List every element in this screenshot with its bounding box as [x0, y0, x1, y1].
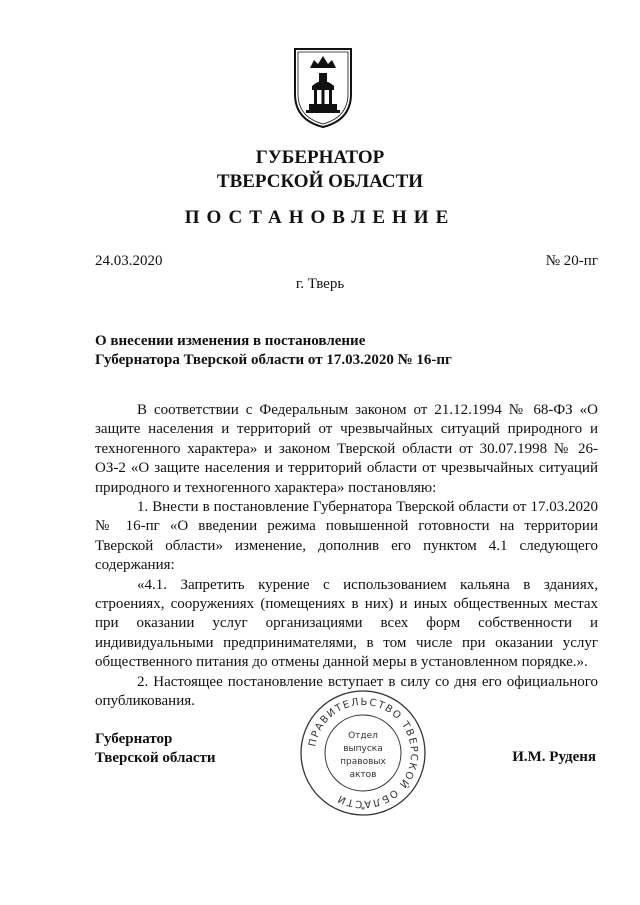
- stamp-center-line3: правовых: [340, 757, 386, 767]
- document-subject: [95, 332, 555, 370]
- stamp-center-line4: актов: [349, 770, 377, 780]
- signature-position-line2: Тверской области: [95, 750, 216, 766]
- stamp-star-icon: *: [360, 805, 366, 815]
- stamp-ring-text: ПРАВИТЕЛЬСТВО ТВЕРСКОЙ ОБЛАСТИ: [307, 696, 420, 810]
- document-type-heading: ПОСТАНОВЛЕНИЕ: [184, 207, 456, 228]
- body-paragraph-item2: 2. Настоящее постановление вступает в силу со дня его официального опубликования.: [95, 673, 598, 710]
- body-paragraph-preamble: В соответствии с Федеральным законом от 21.12.1994 № 68-ФЗ «О защите населения и территорий от чрезвычайных ситуаций природного и техногенного характера» и законом Тверской области от 30.07.1998 № 26-ОЗ-2 «О защите населения и территорий области от чрезвычайных ситуаций природного и техногенного характера» постановляю:: [95, 402, 598, 496]
- body-paragraph-item4-1: «4.1. Запретить курение с использованием кальяна в зданиях, строениях, сооружениях (помещениях в них) и иных общественных местах при оказании услуг организациями всех форм собственности и индивидуальными предпринимателями, в том числе при оказании услуг общественного питания до отмены данной меры в установленном порядке.».: [95, 576, 598, 671]
- body-paragraph-item1: 1. Внести в постановление Губернатора Тверской области от 17.03.2020 № 16-пг «О введении режима повышенной готовности на территории Тверской области» изменение, дополнив его пунктом 4.1 следующего содержания:: [95, 499, 598, 574]
- authority-title-line1: ГУБЕРНАТОР: [255, 147, 385, 168]
- subject-line2: Губернатора Тверской области от 17.03.2020 № 16-пг: [95, 352, 452, 368]
- official-stamp: [298, 688, 428, 818]
- document-body: [95, 401, 598, 712]
- stamp-center-line1: Отдел: [348, 731, 378, 741]
- signature-position-line1: Губернатор: [95, 731, 173, 747]
- subject-line1: О внесении изменения в постановление: [95, 333, 366, 349]
- document-city: г. Тверь: [295, 276, 345, 292]
- document-date: 24.03.2020: [95, 253, 163, 269]
- tver-coat-of-arms-icon: [292, 46, 354, 130]
- document-number: № 20-пг: [545, 253, 598, 269]
- authority-title-line2: ТВЕРСКОЙ ОБЛАСТИ: [216, 171, 424, 192]
- stamp-center-line2: выпуска: [343, 744, 383, 754]
- signature-name: И.М. Руденя: [512, 749, 596, 765]
- signature-position: [95, 730, 216, 768]
